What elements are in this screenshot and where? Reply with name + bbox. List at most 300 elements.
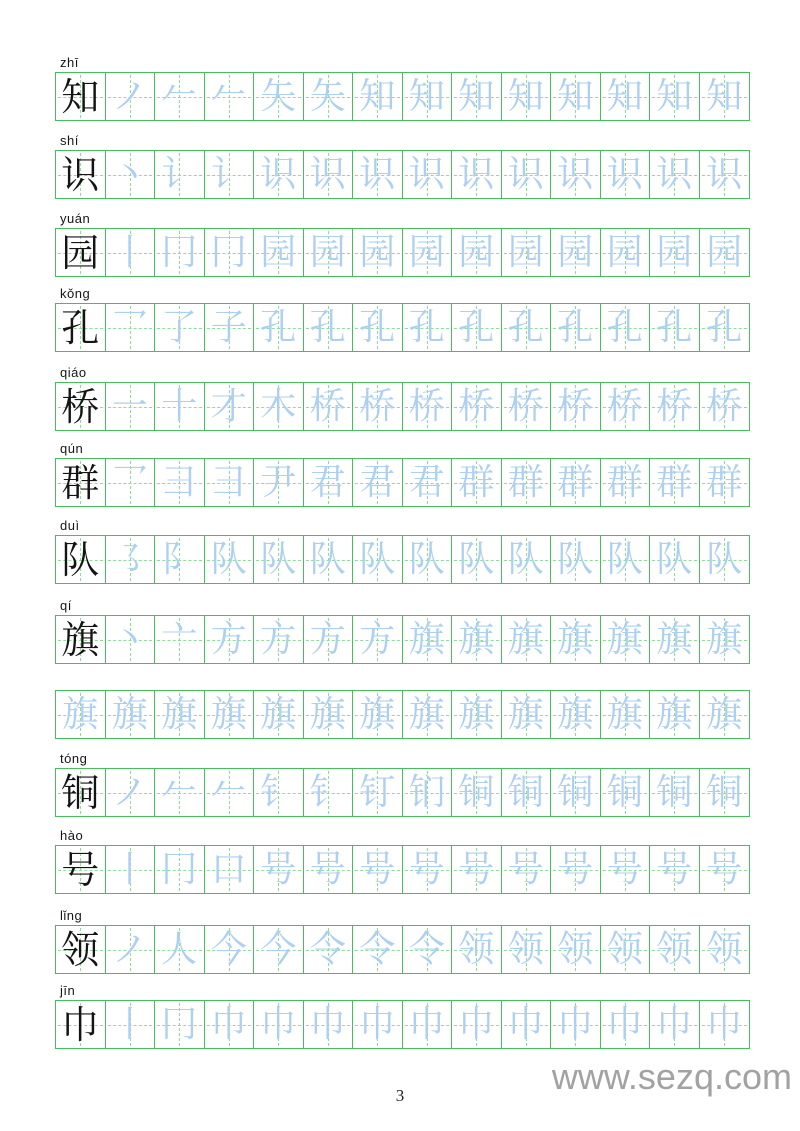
pinyin-label: kǒng xyxy=(60,286,91,301)
practice-character: 旗 xyxy=(706,693,743,735)
practice-character: 巾 xyxy=(606,1003,643,1045)
model-character: 队 xyxy=(61,537,100,582)
practice-cell xyxy=(353,1001,403,1048)
practice-grid xyxy=(55,925,750,974)
practice-cell xyxy=(304,459,354,506)
practice-character: 巾 xyxy=(458,1003,495,1045)
practice-character: 园 xyxy=(408,231,445,273)
practice-cell xyxy=(353,151,403,198)
practice-character: 识 xyxy=(706,153,743,195)
practice-cell xyxy=(155,926,205,973)
practice-character: ㇌ xyxy=(111,538,148,580)
practice-character: 识 xyxy=(309,153,346,195)
practice-character: 号 xyxy=(260,848,297,890)
practice-cell xyxy=(254,691,304,738)
practice-character: 领 xyxy=(458,928,495,970)
practice-cell xyxy=(601,304,651,351)
practice-cell xyxy=(502,1001,552,1048)
practice-cell xyxy=(700,229,750,276)
practice-character: 群 xyxy=(458,461,495,503)
practice-cell xyxy=(502,73,552,120)
practice-character: 识 xyxy=(408,153,445,195)
character-row-continuation xyxy=(55,690,750,739)
practice-cell xyxy=(254,846,304,893)
practice-cell xyxy=(155,304,205,351)
practice-character: 识 xyxy=(458,153,495,195)
practice-character: 丨 xyxy=(111,848,148,890)
practice-character: 桥 xyxy=(706,385,743,427)
practice-grid xyxy=(55,382,750,431)
practice-cell xyxy=(254,229,304,276)
practice-character: 方 xyxy=(309,618,346,660)
practice-cell xyxy=(452,304,502,351)
character-row xyxy=(55,518,750,584)
practice-cell xyxy=(452,846,502,893)
practice-character: 队 xyxy=(706,538,743,580)
practice-cell xyxy=(403,383,453,430)
practice-cell xyxy=(700,304,750,351)
practice-cell xyxy=(205,691,255,738)
practice-character: 旗 xyxy=(507,618,544,660)
practice-character: 孔 xyxy=(606,306,643,348)
practice-character: 号 xyxy=(656,848,693,890)
pinyin-label: yuán xyxy=(60,211,91,226)
model-character-cell xyxy=(56,229,106,276)
practice-character: 领 xyxy=(606,928,643,970)
practice-character: 铜 xyxy=(706,771,743,813)
practice-cell xyxy=(353,304,403,351)
practice-character: 知 xyxy=(458,75,495,117)
practice-character: 孔 xyxy=(309,306,346,348)
practice-cell xyxy=(403,769,453,816)
practice-character: 旗 xyxy=(507,693,544,735)
practice-cell xyxy=(452,616,502,663)
practice-cell xyxy=(601,1001,651,1048)
practice-character: 冂 xyxy=(161,1003,198,1045)
practice-cell xyxy=(601,616,651,663)
practice-cell xyxy=(254,616,304,663)
practice-cell xyxy=(650,73,700,120)
practice-cell xyxy=(155,846,205,893)
practice-character: 了 xyxy=(161,306,198,348)
practice-character: 𠂉 xyxy=(161,771,198,813)
practice-cell xyxy=(353,536,403,583)
practice-cell xyxy=(106,691,156,738)
practice-character: 𠂉 xyxy=(161,75,198,117)
model-character-cell xyxy=(56,1001,106,1048)
practice-cell xyxy=(106,1001,156,1048)
practice-cell xyxy=(155,459,205,506)
practice-cell xyxy=(551,73,601,120)
practice-cell xyxy=(254,73,304,120)
practice-cell xyxy=(304,383,354,430)
practice-cell xyxy=(551,459,601,506)
practice-cell xyxy=(650,769,700,816)
practice-character: 钅 xyxy=(260,771,297,813)
practice-character: 桥 xyxy=(408,385,445,427)
practice-cell xyxy=(205,536,255,583)
practice-cell xyxy=(403,926,453,973)
character-row xyxy=(55,133,750,199)
practice-character: 方 xyxy=(260,618,297,660)
practice-cell xyxy=(601,926,651,973)
practice-character: 号 xyxy=(706,848,743,890)
practice-cell xyxy=(551,151,601,198)
practice-character: 彐 xyxy=(161,461,198,503)
practice-cell xyxy=(502,536,552,583)
practice-character: 令 xyxy=(408,928,445,970)
practice-cell xyxy=(254,383,304,430)
practice-cell xyxy=(700,926,750,973)
character-row xyxy=(55,441,750,507)
practice-cell xyxy=(106,769,156,816)
practice-character: 尹 xyxy=(260,461,297,503)
practice-character: 才 xyxy=(210,385,247,427)
practice-character: 园 xyxy=(359,231,396,273)
practice-cell xyxy=(106,459,156,506)
practice-character: 铜 xyxy=(507,771,544,813)
practice-cell xyxy=(205,229,255,276)
model-character: 领 xyxy=(61,927,100,972)
practice-cell xyxy=(601,383,651,430)
character-row xyxy=(55,55,750,121)
practice-grid xyxy=(55,303,750,352)
practice-character: 乛 xyxy=(111,461,148,503)
practice-character: 号 xyxy=(408,848,445,890)
practice-character: 讠 xyxy=(161,153,198,195)
practice-cell xyxy=(106,383,156,430)
practice-character: 孔 xyxy=(656,306,693,348)
practice-cell xyxy=(551,304,601,351)
practice-cell xyxy=(700,73,750,120)
practice-cell xyxy=(551,691,601,738)
practice-cell xyxy=(304,769,354,816)
practice-cell xyxy=(56,691,106,738)
model-character: 旗 xyxy=(61,617,100,662)
practice-character: 队 xyxy=(606,538,643,580)
practice-cell xyxy=(502,229,552,276)
practice-cell xyxy=(304,846,354,893)
practice-cell xyxy=(502,846,552,893)
practice-character: 孔 xyxy=(706,306,743,348)
practice-character: 铜 xyxy=(656,771,693,813)
model-character-cell xyxy=(56,846,106,893)
practice-character: 桥 xyxy=(656,385,693,427)
practice-cell xyxy=(304,73,354,120)
practice-cell xyxy=(650,151,700,198)
practice-character: 队 xyxy=(408,538,445,580)
practice-character: 旗 xyxy=(309,693,346,735)
practice-character: 队 xyxy=(656,538,693,580)
practice-cell xyxy=(650,926,700,973)
practice-cell xyxy=(106,151,156,198)
practice-cell xyxy=(254,536,304,583)
practice-character: 𠂉 xyxy=(210,771,247,813)
practice-cell xyxy=(254,926,304,973)
practice-character: 知 xyxy=(507,75,544,117)
practice-character: 领 xyxy=(656,928,693,970)
practice-character: 群 xyxy=(507,461,544,503)
practice-character: 知 xyxy=(408,75,445,117)
practice-grid xyxy=(55,228,750,277)
practice-character: 十 xyxy=(161,385,198,427)
practice-character: 群 xyxy=(557,461,594,503)
practice-cell xyxy=(452,691,502,738)
practice-cell xyxy=(551,536,601,583)
practice-cell xyxy=(353,229,403,276)
practice-grid xyxy=(55,1000,750,1049)
practice-cell xyxy=(650,691,700,738)
practice-cell xyxy=(403,536,453,583)
character-row xyxy=(55,598,750,664)
pinyin-label: jīn xyxy=(60,983,76,998)
practice-cell xyxy=(502,616,552,663)
practice-cell xyxy=(155,151,205,198)
practice-cell xyxy=(155,383,205,430)
practice-cell xyxy=(155,1001,205,1048)
practice-cell xyxy=(650,846,700,893)
practice-cell xyxy=(254,1001,304,1048)
practice-character: 园 xyxy=(260,231,297,273)
practice-cell xyxy=(700,151,750,198)
practice-character: 桥 xyxy=(359,385,396,427)
practice-character: 旗 xyxy=(656,693,693,735)
practice-character: 旗 xyxy=(111,693,148,735)
practice-cell xyxy=(551,383,601,430)
model-character: 巾 xyxy=(61,1002,100,1047)
practice-character: 识 xyxy=(656,153,693,195)
practice-character: 丶 xyxy=(111,153,148,195)
practice-cell xyxy=(700,1001,750,1048)
practice-cell xyxy=(601,73,651,120)
practice-character: 知 xyxy=(706,75,743,117)
practice-character: 号 xyxy=(458,848,495,890)
practice-cell xyxy=(353,383,403,430)
practice-cell xyxy=(650,1001,700,1048)
model-character: 群 xyxy=(61,460,100,505)
pinyin-label: shí xyxy=(60,133,79,148)
practice-cell xyxy=(700,846,750,893)
practice-character: 君 xyxy=(309,461,346,503)
practice-character: 人 xyxy=(161,928,198,970)
practice-character: 知 xyxy=(606,75,643,117)
practice-character: 园 xyxy=(458,231,495,273)
practice-cell xyxy=(551,846,601,893)
practice-cell xyxy=(502,383,552,430)
model-character-cell xyxy=(56,616,106,663)
practice-character: 队 xyxy=(458,538,495,580)
practice-character: 孔 xyxy=(408,306,445,348)
practice-character: 领 xyxy=(706,928,743,970)
practice-cell xyxy=(106,926,156,973)
practice-cell xyxy=(403,151,453,198)
practice-character: 旗 xyxy=(161,693,198,735)
practice-character: 领 xyxy=(557,928,594,970)
practice-cell xyxy=(254,769,304,816)
practice-cell xyxy=(155,769,205,816)
practice-character: 号 xyxy=(557,848,594,890)
practice-cell xyxy=(205,1001,255,1048)
practice-character: 队 xyxy=(507,538,544,580)
practice-character: 君 xyxy=(408,461,445,503)
character-row xyxy=(55,828,750,894)
practice-cell xyxy=(452,151,502,198)
practice-character: 巾 xyxy=(260,1003,297,1045)
practice-character: 巾 xyxy=(210,1003,247,1045)
pinyin-label: tóng xyxy=(60,751,88,766)
model-character-cell xyxy=(56,383,106,430)
practice-character: 号 xyxy=(606,848,643,890)
practice-cell xyxy=(155,229,205,276)
practice-character: 孔 xyxy=(557,306,594,348)
practice-cell xyxy=(205,926,255,973)
practice-character: 旗 xyxy=(606,618,643,660)
practice-grid xyxy=(55,150,750,199)
practice-cell xyxy=(205,383,255,430)
practice-character: 铜 xyxy=(557,771,594,813)
practice-cell xyxy=(403,459,453,506)
practice-character: 桥 xyxy=(557,385,594,427)
practice-character: 群 xyxy=(606,461,643,503)
practice-cell xyxy=(403,304,453,351)
practice-cell xyxy=(403,73,453,120)
page-number: 3 xyxy=(395,1086,405,1105)
practice-cell xyxy=(502,304,552,351)
practice-character: 园 xyxy=(706,231,743,273)
practice-character: 园 xyxy=(309,231,346,273)
practice-cell xyxy=(353,691,403,738)
practice-character: 今 xyxy=(210,928,247,970)
character-row xyxy=(55,286,750,352)
practice-cell xyxy=(452,926,502,973)
practice-character: 队 xyxy=(557,538,594,580)
practice-character: 知 xyxy=(557,75,594,117)
practice-character: ノ xyxy=(111,928,148,970)
practice-cell xyxy=(700,691,750,738)
pinyin-label: qí xyxy=(60,598,72,613)
character-row xyxy=(55,983,750,1049)
practice-character: 旗 xyxy=(557,618,594,660)
practice-character: 令 xyxy=(309,928,346,970)
practice-character: 识 xyxy=(260,153,297,195)
practice-character: 群 xyxy=(656,461,693,503)
practice-cell xyxy=(452,769,502,816)
practice-character: ノ xyxy=(111,771,148,813)
practice-character: 队 xyxy=(210,538,247,580)
practice-character: 旗 xyxy=(656,618,693,660)
practice-character: 桥 xyxy=(309,385,346,427)
practice-cell xyxy=(650,383,700,430)
practice-character: 孔 xyxy=(359,306,396,348)
model-character: 号 xyxy=(61,847,100,892)
pinyin-label: zhī xyxy=(60,55,79,70)
practice-character: 丶 xyxy=(111,618,148,660)
practice-character: 桥 xyxy=(507,385,544,427)
practice-character: 识 xyxy=(606,153,643,195)
practice-character: 旗 xyxy=(458,618,495,660)
practice-cell xyxy=(601,151,651,198)
practice-character: 号 xyxy=(359,848,396,890)
practice-cell xyxy=(650,459,700,506)
practice-character: 队 xyxy=(260,538,297,580)
practice-character: 丨 xyxy=(111,231,148,273)
practice-cell xyxy=(106,229,156,276)
practice-cell xyxy=(205,304,255,351)
practice-character: 号 xyxy=(507,848,544,890)
practice-character: 冂 xyxy=(161,848,198,890)
practice-character: 方 xyxy=(359,618,396,660)
practice-character: 园 xyxy=(507,231,544,273)
practice-character: 旗 xyxy=(606,693,643,735)
model-character-cell xyxy=(56,151,106,198)
practice-cell xyxy=(551,769,601,816)
practice-cell xyxy=(650,229,700,276)
pinyin-label: hào xyxy=(60,828,84,843)
model-character-cell xyxy=(56,73,106,120)
model-character: 识 xyxy=(61,152,100,197)
practice-cell xyxy=(403,616,453,663)
model-character-cell xyxy=(56,536,106,583)
practice-cell xyxy=(304,691,354,738)
practice-cell xyxy=(601,536,651,583)
practice-cell xyxy=(502,926,552,973)
practice-cell xyxy=(452,229,502,276)
practice-character: 巾 xyxy=(557,1003,594,1045)
practice-grid xyxy=(55,458,750,507)
practice-character: 园 xyxy=(557,231,594,273)
practice-cell xyxy=(601,459,651,506)
model-character: 孔 xyxy=(61,305,100,350)
practice-character: 矢 xyxy=(309,75,346,117)
practice-cell xyxy=(106,536,156,583)
practice-character: 旗 xyxy=(359,693,396,735)
model-character: 园 xyxy=(61,230,100,275)
practice-cell xyxy=(254,151,304,198)
practice-cell xyxy=(155,691,205,738)
practice-character: 孔 xyxy=(507,306,544,348)
practice-character: 方 xyxy=(210,618,247,660)
practice-grid xyxy=(55,690,750,739)
character-row xyxy=(55,908,750,974)
practice-character: 子 xyxy=(210,306,247,348)
practice-cell xyxy=(452,1001,502,1048)
practice-character: 铜 xyxy=(458,771,495,813)
practice-grid xyxy=(55,535,750,584)
practice-grid xyxy=(55,845,750,894)
pinyin-label: duì xyxy=(60,518,80,533)
practice-cell xyxy=(106,73,156,120)
model-character: 桥 xyxy=(61,384,100,429)
practice-cell xyxy=(601,846,651,893)
practice-character: 桥 xyxy=(606,385,643,427)
practice-cell xyxy=(601,769,651,816)
practice-cell xyxy=(650,536,700,583)
practice-cell xyxy=(551,1001,601,1048)
practice-character: 巾 xyxy=(507,1003,544,1045)
practice-cell xyxy=(304,151,354,198)
character-row xyxy=(55,211,750,277)
practice-character: 旗 xyxy=(260,693,297,735)
pinyin-label: qiáo xyxy=(60,365,87,380)
practice-cell xyxy=(700,769,750,816)
practice-character: 巾 xyxy=(408,1003,445,1045)
model-character: 铜 xyxy=(61,770,100,815)
practice-cell xyxy=(353,616,403,663)
practice-cell xyxy=(254,459,304,506)
practice-cell xyxy=(650,616,700,663)
practice-character: 园 xyxy=(606,231,643,273)
practice-cell xyxy=(106,616,156,663)
